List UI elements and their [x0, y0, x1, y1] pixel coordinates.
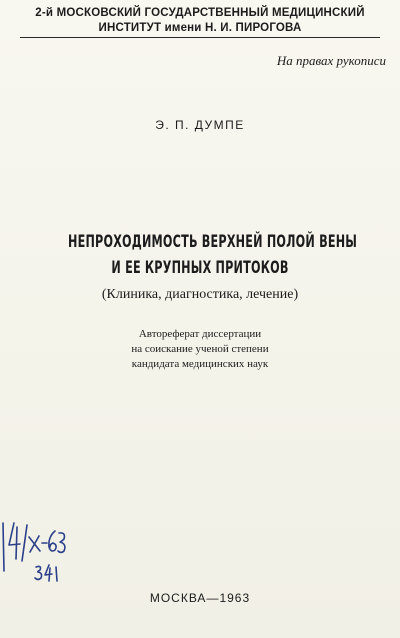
abstract-description-line3: кандидата медицинских наук: [131, 358, 269, 370]
publication-place-year: МОСКВА—1963: [149, 591, 251, 605]
dissertation-title-line1: НЕПРОХОДИМОСТЬ ВЕРХНЕЙ ПОЛОЙ ВЕНЫ: [68, 232, 358, 252]
handwritten-margin-note: [0, 515, 70, 585]
dissertation-subtitle: (Клиника, диагностика, лечение): [101, 287, 299, 302]
institution-name-line1: 2-й МОСКОВСКИЙ ГОСУДАРСТВЕННЫЙ МЕДИЦИНСКИЙ: [35, 7, 365, 19]
header-divider: [20, 37, 380, 38]
institution-name-line2: ИНСТИТУТ имени Н. И. ПИРОГОВА: [98, 22, 302, 34]
author-name: Э. П. ДУМПЕ: [155, 118, 245, 132]
abstract-description-line1: Автореферат диссертации: [138, 328, 262, 340]
abstract-description-line2: на соискание ученой степени: [131, 343, 269, 355]
rights-notice: На правах рукописи: [276, 53, 386, 68]
dissertation-title-line2: И ЕЕ КРУПНЫХ ПРИТОКОВ: [111, 258, 289, 278]
